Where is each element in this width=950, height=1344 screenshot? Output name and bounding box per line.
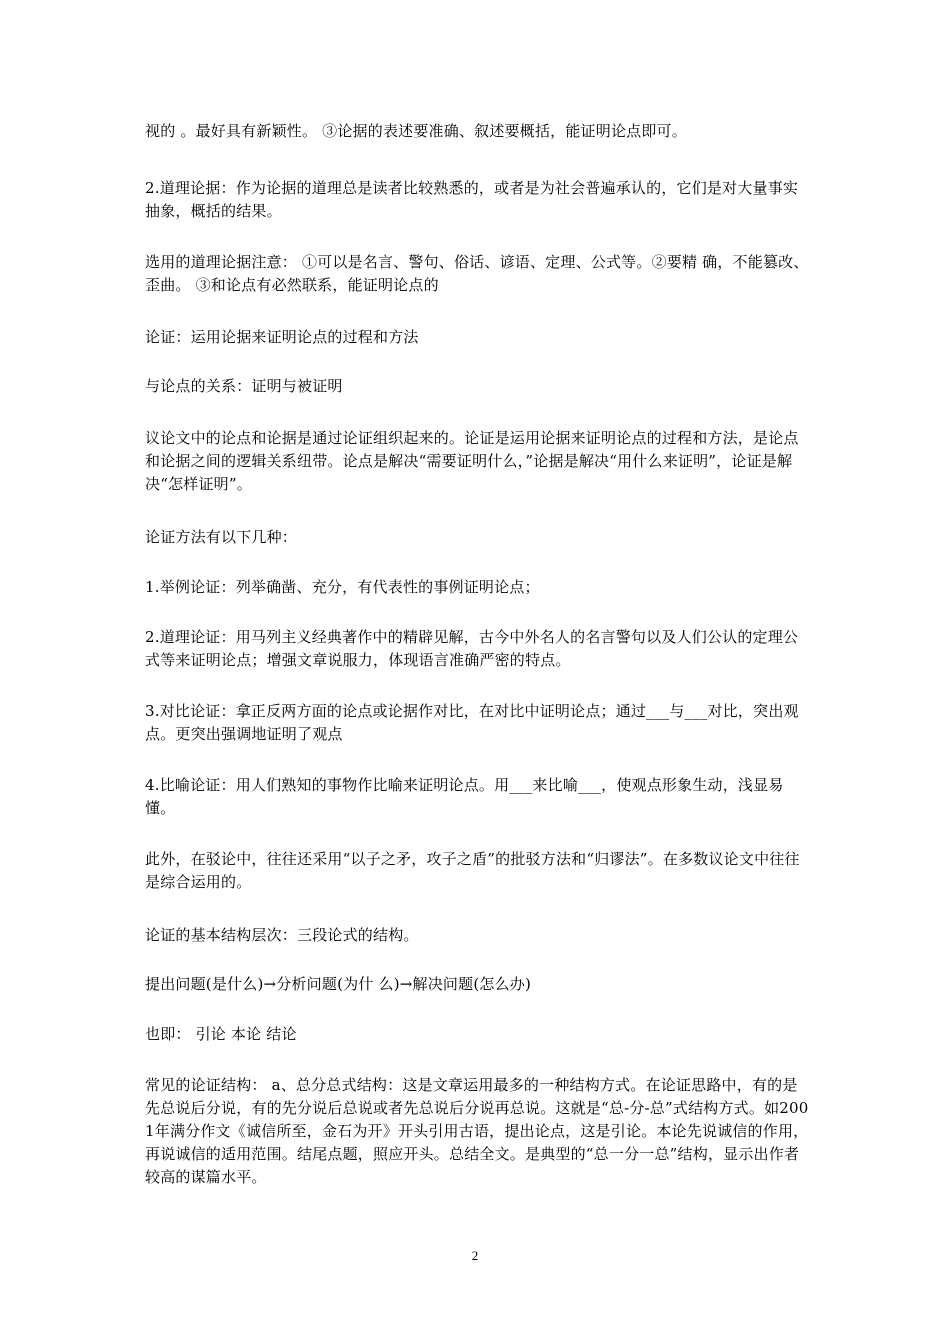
page-number: 2 (471, 1248, 479, 1263)
paragraph-relation: 与论点的关系：证明与被证明 (145, 377, 343, 395)
paragraph-structure-levels: 论证的基本结构层次：三段论式的结构。 (145, 926, 419, 944)
paragraph-argumentation-explained: 议论文中的论点和论据是通过论证组织起来的。论证是运用论据来证明论点的过程和方法，是论点和论据之间的逻辑关系纽带。论点是解决“需要证明什么，”论据是解决“用什么来证明”，论证是解决“怎样证明”。 (145, 429, 799, 493)
paragraph-method-example: 1.举例论证：列举确凿、充分，有代表性的事例证明论点； (145, 578, 540, 596)
paragraph-fact-evidence-tail: 视的 。最好具有新颖性。 ③论据的表述要准确、叙述要概括，能证明论点即可。 (145, 122, 687, 140)
paragraph-refutation: 此外，在驳论中，往往还采用“以子之矛，攻子之盾”的批驳方法和“归谬法”。在多数议论文中往往是综合运用的。 (145, 850, 800, 891)
paragraph-method-contrast: 3.对比论证：拿正反两方面的论点或论据作对比，在对比中证明论点；通过___与___对比，突出观点。更突出强调地证明了观点 (145, 702, 799, 743)
paragraph-structure-flow: 提出问题(是什么)→分析问题(为什 么)→解决问题(怎么办) (145, 975, 532, 993)
paragraph-method-metaphor: 4.比喻论证：用人们熟知的事物作比喻来证明论点。用___来比喻___，使观点形象生动，浅显易懂。 (145, 776, 784, 817)
paragraph-method-reasoning: 2.道理论证：用马列主义经典著作中的精辟见解，古今中外名人的名言警句以及人们公认的定理公式等来证明论点；增强文章说服力，体现语言准确严密的特点。 (145, 628, 799, 669)
paragraph-structure-parts: 也即： 引论 本论 结论 (145, 1025, 297, 1043)
paragraph-methods-heading: 论证方法有以下几种： (145, 528, 298, 546)
paragraph-reasoning-evidence: 2.道理论据：作为论据的道理总是读者比较熟悉的，或者是为社会普遍承认的，它们是对大量事实抽象，概括的结果。 (145, 179, 799, 220)
paragraph-reasoning-notes: 选用的道理论据注意： ①可以是名言、警句、俗话、谚语、定理、公式等。②要精 确，不能篡改、歪曲。 ③和论点有必然联系，能证明论点的 (145, 253, 809, 294)
paragraph-argumentation-definition: 论证：运用论据来证明论点的过程和方法 (145, 328, 419, 346)
paragraph-common-structure: 常见的论证结构： a、总分总式结构：这是文章运用最多的一种结构方式。在论证思路中，有的是先总说后分说，有的先分说后总说或者先总说后分说再总说。这就是“总-分-总”式结构方式。如2001年满分作文《诚信所至，金石为开》开头引用古语，提出论点，这是引论。本论先说诚信的作用，再说诚信的适用范围。结尾点题，照应开头。总结全文。是典型的“总一分一总”结构，显示出作者较高的谋篇水平。 (145, 1076, 809, 1186)
